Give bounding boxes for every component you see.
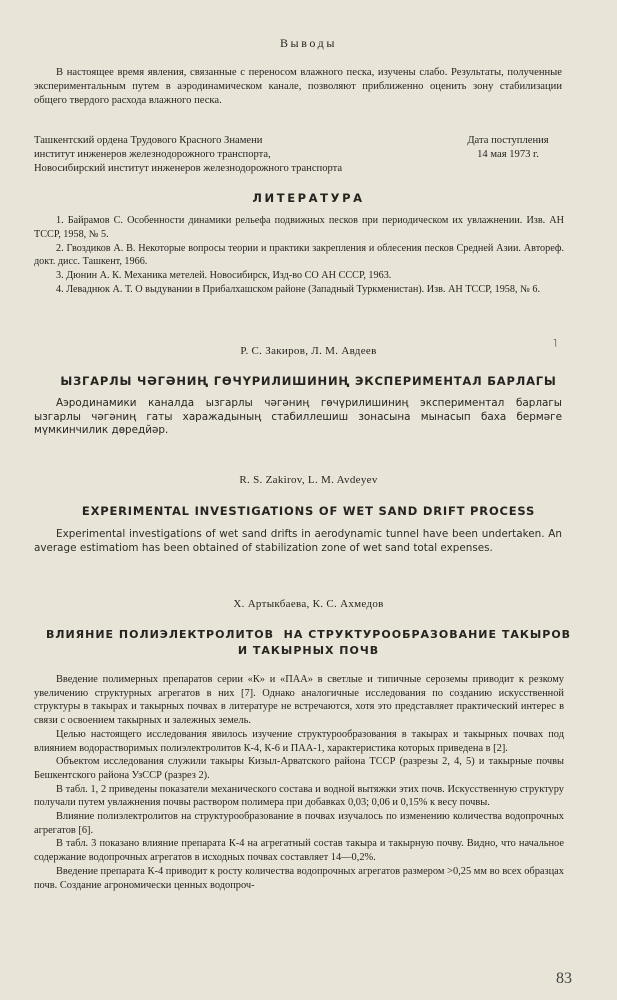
affiliation: [34, 134, 454, 176]
reference-item: 3. Дюнин А. К. Механика метелей. Новосибирск, Изд-во СО АН СССР, 1963.: [56, 270, 392, 282]
corner-mark: ˥: [553, 339, 557, 350]
body-paragraph: Введение полимерных препаратов серии «К» и «ПАА» в светлые и типичные сероземы приводит к резкому увеличению структурных агрегатов в них [7]. Однако аналогичные исследования по созданию искусственной структуры в такырах и такырных почвах в литературе не встречаются, хотя это представляет практический интерес в связи с освоением такырных и залежных земель.: [34, 674, 564, 727]
article-title-line: ВЛИЯНИЕ ПОЛИЭЛЕКТРОЛИТОВ НА СТРУКТУРООБРАЗОВАНИЕ ТАКЫРОВ: [45, 628, 572, 641]
conclusions-heading: Выводы: [279, 36, 338, 50]
english-title: EXPERIMENTAL INVESTIGATIONS OF WET SAND DRIFT PROCESS: [81, 504, 536, 518]
article-authors: Х. Артыкбаева, К. С. Ахмедов: [233, 598, 384, 610]
reference-item: 1. Байрамов С. Особенности динамики рельефа подвижных песков при периодическом их увлажнении. Изв. АН ТССР, 1958, № 5.: [34, 215, 564, 240]
received-date-block: [450, 134, 566, 162]
english-authors: R. S. Zakirov, L. M. Avdeyev: [239, 474, 378, 486]
received-date: 14 мая 1973 г.: [477, 149, 539, 160]
received-label: Дата поступления: [467, 135, 549, 146]
body-paragraph: Введение препарата К-4 приводит к росту количества водопрочных агрегатов размером >0,25 мм во всех образцах почв. Создание агрономически ценных водопроч-: [34, 865, 564, 891]
turkmen-authors: Р. С. Закиров, Л. М. Авдеев: [240, 345, 377, 357]
body-paragraph: В табл. 3 показано влияние препарата К-4 на агрегатный состав такыра и такырную почву. Видно, что начальное содержание водопрочных агрегатов в исходных почвах составляет 14—0,2%.: [34, 838, 564, 864]
body-paragraph: Влияние полиэлектролитов на структурообразование в почвах изучалось по изменению количества водопрочных агрегатов [6].: [34, 811, 564, 836]
article-title-line: И ТАКЫРНЫХ ПОЧВ: [237, 644, 380, 657]
reference-item: 2. Гвоздиков А. В. Некоторые вопросы теории и практики закрепления и облесения песков Средней Азии. Автореф. докт. дисс. Ташкент, 1966.: [34, 242, 564, 268]
article-body: [34, 673, 564, 892]
page-number: 83: [556, 970, 572, 987]
reference-list: [34, 214, 564, 297]
reference-item: 4. Леваднюк А. Т. О выдувании в Прибалхашском районе (Западный Туркменистан). Изв. АН ТССР, 1958, № 6.: [56, 283, 541, 295]
literature-heading: ЛИТЕРАТУРА: [252, 191, 365, 205]
english-abstract: Experimental investigations of wet sand drifts in aerodynamic tunnel have been undertaken. An average estimatiom has been obtained of stabilization zone of wet sand total expenses.: [34, 528, 562, 554]
conclusions-text: В настоящее время явления, связанные с переносом влажного песка, изучены слабо. Результаты, полученные экспериментальным путем в аэродинамическом канале, позволяют приближенно оценить зону стабилизации общего твердого расхода влажного песка.: [34, 67, 562, 106]
body-paragraph: Объектом исследования служили такыры Кизыл-Арватского района ТССР (разрезы 2, 4, 5) и такырные почвы Бешкентского района УзССР (разрез 2).: [34, 756, 564, 781]
affiliation-line: Новосибирский институт инженеров железнодорожного транспорта: [34, 163, 343, 174]
affiliation-line: Ташкентский ордена Трудового Красного Знамени: [34, 135, 263, 146]
turkmen-abstract: Аэродинамики каналда ызгарлы чәгәниң гөчүрилишиниң экспериментал барлагы ызгарлы чәгәниң гаты харажадының стабиллешиш зонасына мынасып баха бермәге мүмкинчилик дөредйәр.: [34, 397, 562, 436]
body-paragraph: Целью настоящего исследования явилось изучение структурообразования в такырах и такырных почвах под влиянием водорастворимых полиэлектролитов К-4, К-6 и ПАА-1, характеристика которых приведена в [2].: [34, 728, 564, 754]
body-paragraph: В табл. 1, 2 приведены показатели механического состава и водной вытяжки этих почв. Искусственную структуру получали путем увлажнения почвы раствором полимера при добавках 0,03; 0,06 и 0,15% к весу почвы.: [34, 783, 564, 809]
article-title: [0, 628, 617, 657]
turkmen-title: ЫЗГАРЛЫ ЧӘГӘНИҢ ГӨЧҮРИЛИШИНИҢ ЭКСПЕРИМЕНТАЛ БАРЛАГЫ: [60, 374, 557, 388]
affiliation-line: институт инженеров железнодорожного транспорта,: [34, 149, 271, 160]
